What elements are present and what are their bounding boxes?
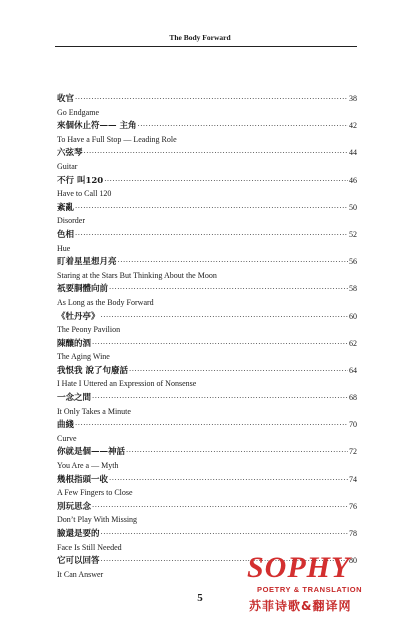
toc-page-number: 58 [349,284,357,294]
toc-page-number: 46 [349,175,357,185]
toc-title-zh: 一念之間 [57,393,92,404]
toc-page-number: 74 [349,474,357,484]
toc-leader-dots [92,392,348,406]
toc-title-zh: 臉還是要的 [57,529,100,539]
toc-title-en: It Can Answer [57,569,104,579]
toc-leader-dots [75,419,348,433]
toc-page-number: 42 [349,121,357,131]
toc-page-number: 44 [349,148,357,158]
toc-title-en: Guitar [57,161,78,171]
toc-entry[interactable] [57,228,357,242]
toc-title-zh: 盯着星星想月亮 [57,257,117,268]
toc-entry[interactable] [57,255,357,269]
toc-leader-dots [109,283,348,297]
toc-title-zh: 不行 叫120 [57,175,104,186]
toc-title-en: It Only Takes a Minute [57,406,131,416]
toc-page-number: 62 [349,338,357,348]
toc-title-zh: 六弦琴 [57,148,83,159]
toc-title-en: As Long as the Body Forward [57,297,154,307]
toc-leader-dots [92,501,348,515]
header-rule [55,46,357,47]
toc-entry[interactable] [57,337,357,351]
toc-page-number: 50 [349,202,357,212]
toc-leader-dots [75,229,348,243]
toc-entry[interactable] [57,282,357,296]
toc-title-zh: 紊亂 [57,202,75,213]
toc-title-en: Curve [57,433,77,443]
toc-title-zh: 你就是個——神話 [57,447,126,458]
toc-title-zh: 來個休止符—— 主角 [57,121,137,132]
table-of-contents [57,92,357,581]
toc-page-number: 72 [349,447,357,457]
toc-leader-dots [92,338,348,352]
toc-title-en: Disorder [57,216,85,226]
toc-title-zh: 我恨我 說了句廢話 [57,365,128,376]
toc-entry[interactable] [57,527,357,541]
toc-title-en: You Are a — Myth [57,461,119,471]
toc-entry[interactable] [57,119,357,133]
toc-title-zh: 別玩思念 [57,501,92,512]
toc-leader-dots [84,147,348,161]
running-header: The Body Forward [169,33,231,42]
toc-title-en: Face Is Still Needed [57,542,122,552]
toc-page-number: 80 [349,556,357,566]
toc-entry[interactable] [57,418,357,432]
toc-leader-dots [126,446,348,460]
toc-title-en: Hue [57,243,71,253]
page-number: 5 [197,592,203,604]
logo-chinese-name: 苏菲诗歌&翻译网 [249,599,352,613]
toc-title-en: The Peony Pavilion [57,325,121,335]
sophy-logo [243,551,393,621]
toc-entry[interactable] [57,364,357,378]
toc-title-en: Staring at the Stars But Thinking About the Moon [57,270,217,280]
toc-page-number: 70 [349,420,357,430]
toc-entry[interactable] [57,473,357,487]
toc-entry[interactable] [57,92,357,106]
toc-leader-dots [137,120,348,134]
toc-title-zh: 它可以回答 [57,556,100,567]
toc-leader-dots [101,528,348,542]
toc-title-en: Don’t Play With Missing [57,515,138,525]
toc-page-number: 78 [349,529,357,538]
toc-entry[interactable] [57,500,357,514]
toc-title-en: Have to Call 120 [57,189,112,199]
toc-title-en: I Hate I Uttered an Expression of Nonsense [57,379,197,389]
toc-leader-dots [118,256,348,270]
toc-title-en: A Few Fingers to Close [57,488,133,498]
toc-entry[interactable] [57,201,357,215]
logo-wordmark: SOPHY [247,551,351,584]
toc-leader-dots [109,474,348,488]
toc-entry[interactable] [57,391,357,405]
toc-leader-dots [75,93,348,107]
toc-page-number: 68 [349,393,357,403]
toc-page-number: 60 [349,311,357,321]
toc-page-number: 38 [349,94,357,103]
toc-title-zh: 曲綫 [57,420,75,431]
toc-title-zh: 《牡丹亭》 [57,311,100,322]
toc-page-number: 52 [349,229,357,239]
toc-entry[interactable] [57,174,357,188]
toc-entry[interactable] [57,445,357,459]
toc-entry[interactable] [57,310,357,324]
toc-page-number: 56 [349,257,357,267]
toc-title-zh: 陳釀的酒 [57,338,92,349]
toc-title-en: To Have a Full Stop — Leading Role [57,134,177,144]
toc-title-zh: 色相 [57,229,75,240]
toc-entry[interactable] [57,146,357,160]
toc-title-en: The Aging Wine [57,352,110,362]
toc-leader-dots [104,175,348,189]
toc-page-number: 76 [349,501,357,511]
toc-leader-dots [75,202,348,216]
toc-leader-dots [101,311,348,325]
toc-title-en: Go Endgame [57,107,99,117]
toc-page-number: 64 [349,365,357,375]
toc-title-zh: 幾根指頭一收 [57,474,109,485]
toc-leader-dots [129,365,348,379]
toc-title-zh: 收官 [57,94,75,104]
logo-tagline: POETRY & TRANSLATION [257,585,363,594]
toc-title-zh: 祇要胴體向前 [57,284,109,295]
